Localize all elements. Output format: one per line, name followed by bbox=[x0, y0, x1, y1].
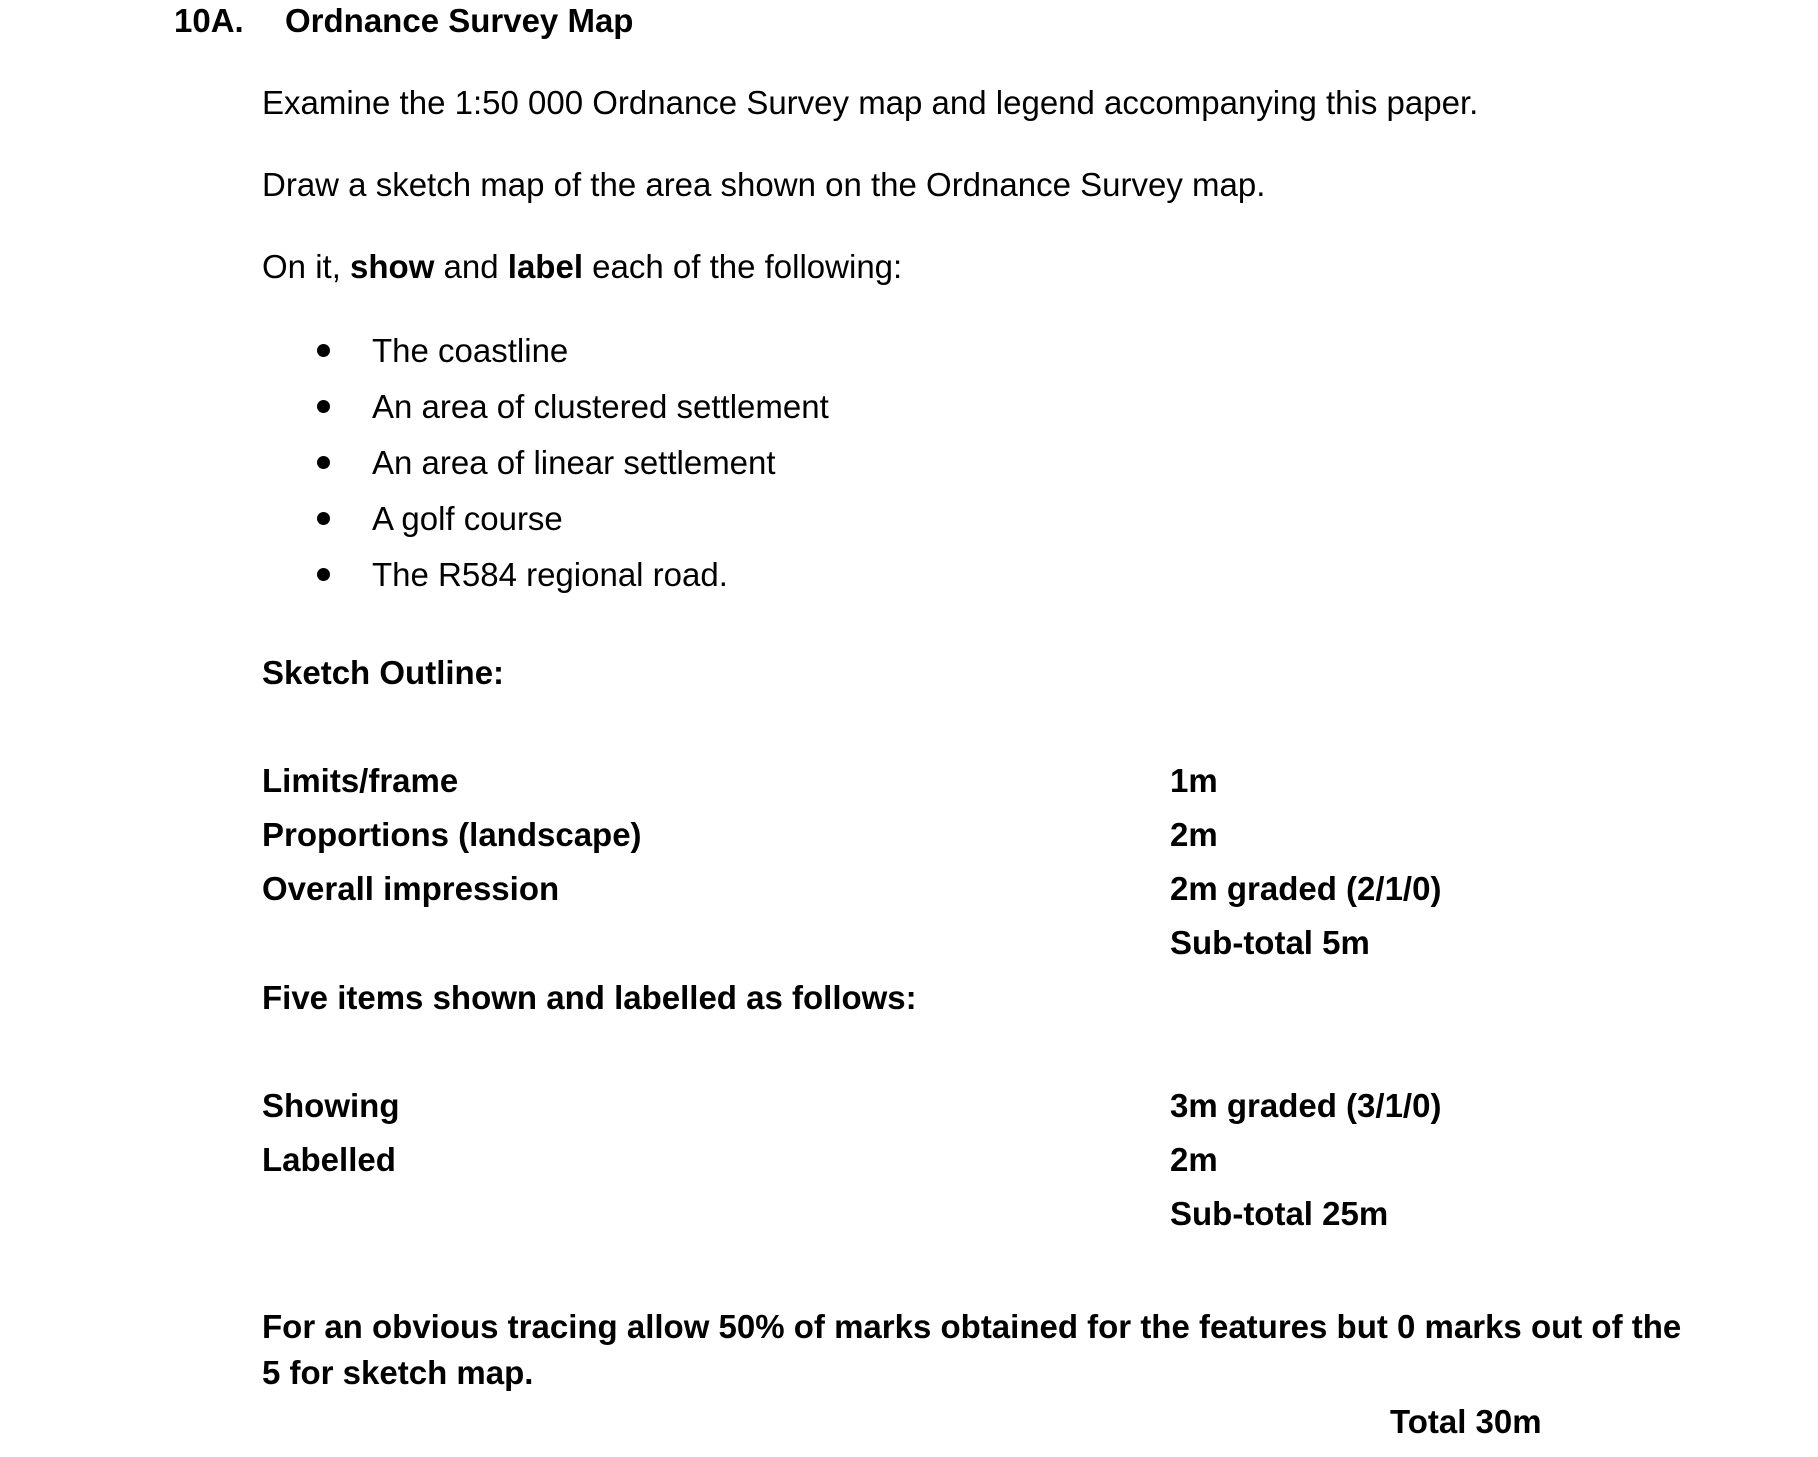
question-title: Ordnance Survey Map bbox=[285, 2, 634, 39]
marking-row-marks: 3m graded (3/1/0) bbox=[1170, 1087, 1442, 1124]
tracing-note: For an obvious tracing allow 50% of marks obtained for the features but 0 marks out of the 5 for sketch map. bbox=[262, 1308, 1682, 1391]
sketch-outline-heading: Sketch Outline: bbox=[262, 654, 505, 691]
marking-row-label: Showing bbox=[262, 1087, 400, 1124]
list-item: An area of clustered settlement bbox=[372, 388, 829, 425]
instruction-label-word: label bbox=[507, 248, 583, 285]
bullet-icon bbox=[317, 456, 330, 469]
marking-row-label: Labelled bbox=[262, 1141, 396, 1178]
instruction-suffix: each of the following: bbox=[582, 248, 903, 285]
total-marks: Total 30m bbox=[1390, 1403, 1542, 1440]
bullet-icon bbox=[317, 512, 330, 525]
marking-row-marks: 2m bbox=[1170, 1141, 1218, 1178]
instruction-prefix: On it, bbox=[262, 248, 351, 285]
instruction-draw: Draw a sketch map of the area shown on the Ordnance Survey map. bbox=[262, 166, 1266, 203]
list-item: The R584 regional road. bbox=[372, 556, 728, 593]
bullet-icon bbox=[317, 344, 330, 357]
instruction-show-word: show bbox=[350, 248, 435, 285]
five-items-subtotal: Sub-total 25m bbox=[1170, 1195, 1389, 1232]
marking-row-marks: 1m bbox=[1170, 762, 1218, 799]
marking-row-label: Limits/frame bbox=[262, 762, 459, 799]
bullet-icon bbox=[317, 400, 330, 413]
marking-row-label: Overall impression bbox=[262, 870, 560, 907]
instruction-examine: Examine the 1:50 000 Ordnance Survey map and legend accompanying this paper. bbox=[262, 84, 1479, 121]
marking-row-marks: 2m graded (2/1/0) bbox=[1170, 870, 1442, 907]
marking-row-marks: 2m bbox=[1170, 816, 1218, 853]
list-item: A golf course bbox=[372, 500, 563, 537]
list-item: The coastline bbox=[372, 332, 569, 369]
instruction-and: and bbox=[434, 248, 508, 285]
instruction-show-label bbox=[262, 248, 902, 286]
bullet-icon bbox=[317, 568, 330, 581]
question-number: 10A. bbox=[174, 2, 244, 39]
sketch-outline-subtotal: Sub-total 5m bbox=[1170, 924, 1370, 961]
marking-row-label: Proportions (landscape) bbox=[262, 816, 642, 853]
list-item: An area of linear settlement bbox=[372, 444, 776, 481]
five-items-heading: Five items shown and labelled as follows: bbox=[262, 979, 917, 1016]
